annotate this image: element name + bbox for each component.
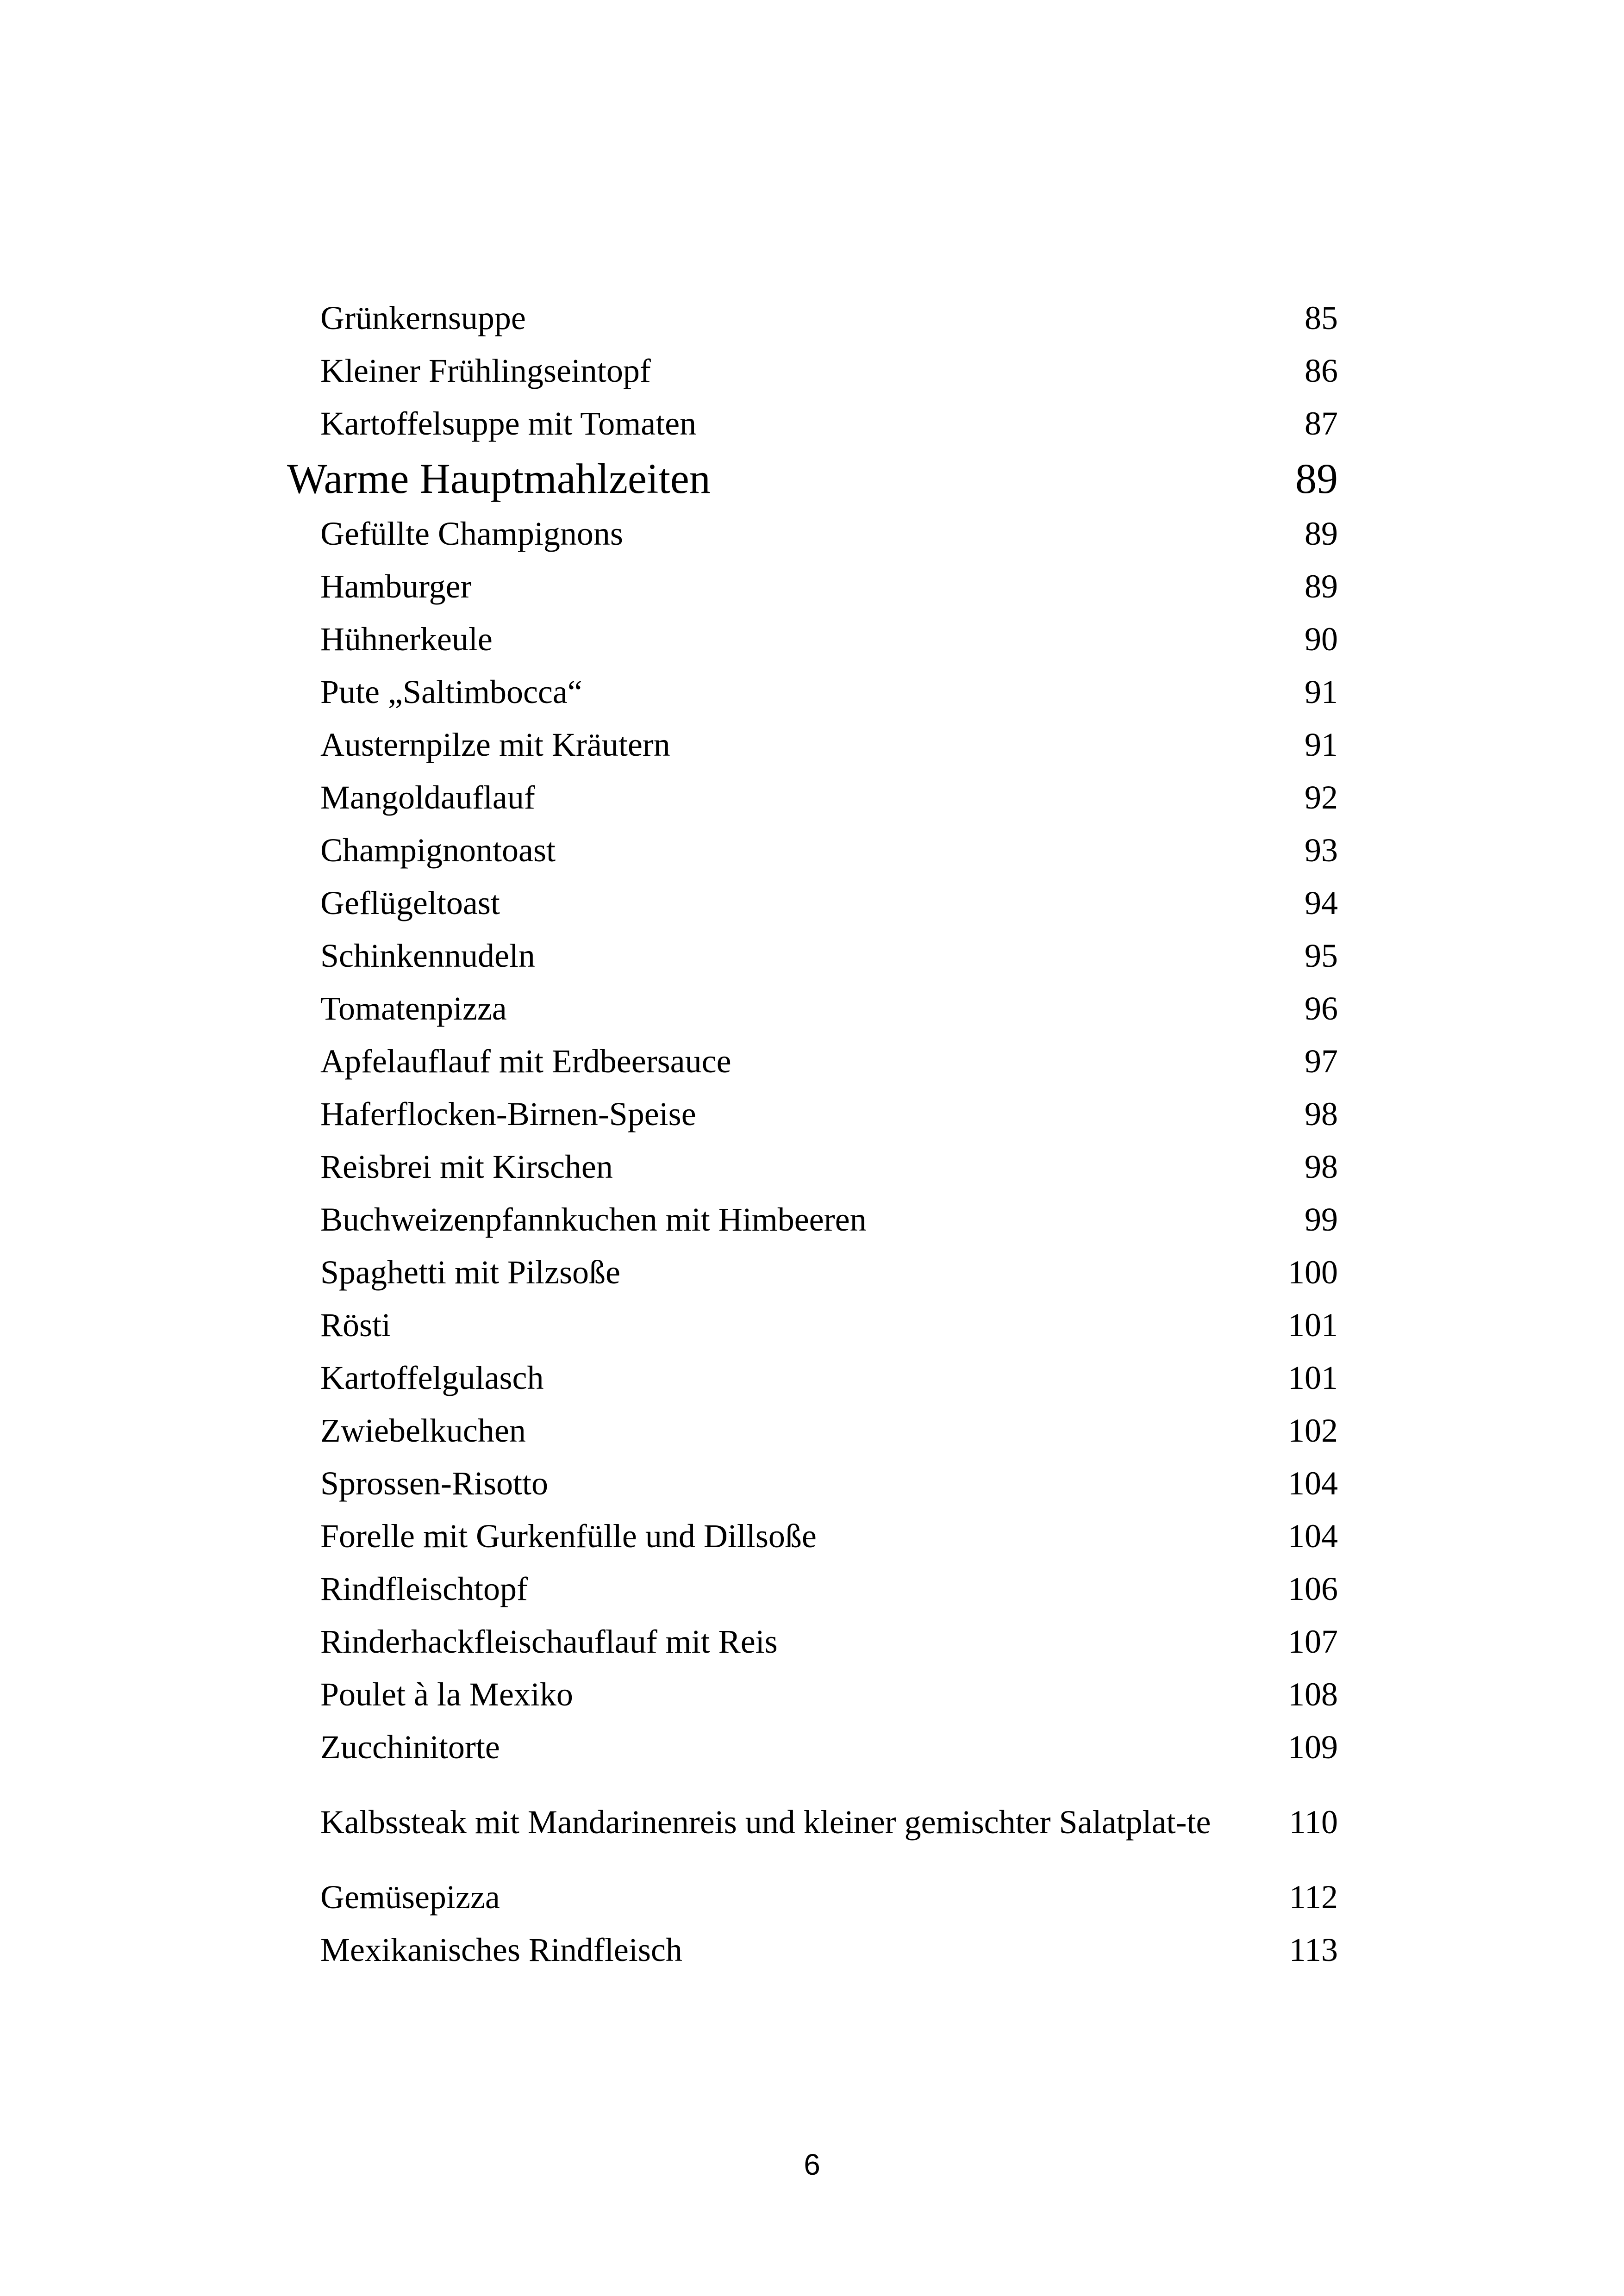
toc-entry: [287, 613, 1338, 666]
toc-entry-page: 97: [1305, 1043, 1338, 1080]
toc-entry-page: 113: [1289, 1931, 1338, 1968]
toc-entry-title: Austernpilze mit Kräutern: [320, 726, 670, 763]
toc-section-title: Warme Hauptmahlzeiten: [287, 455, 711, 502]
toc-entry-title: Kartoffelsuppe mit Tomaten: [320, 405, 697, 442]
toc-entry-page: 91: [1305, 673, 1338, 710]
toc-entry: [287, 1299, 1338, 1351]
page-number: 6: [804, 2148, 820, 2181]
toc-entry: [287, 1193, 1338, 1246]
toc-entry-page: 95: [1305, 937, 1338, 974]
toc-entry: [287, 1721, 1338, 1773]
toc-entry: [287, 1773, 1338, 1871]
toc-entry: [287, 344, 1338, 397]
toc-section-heading: [287, 450, 1338, 507]
toc-entry-title: Hamburger: [320, 568, 472, 605]
toc-entry-page: 107: [1288, 1623, 1338, 1660]
toc-entry: [287, 292, 1338, 344]
toc-entry-page: 104: [1288, 1518, 1338, 1555]
toc-entry-title: Buchweizenpfannkuchen mit Himbeeren: [320, 1201, 867, 1238]
toc-entry: [287, 1351, 1338, 1404]
toc-entry-page: 89: [1305, 515, 1338, 552]
toc-entry-page: 101: [1288, 1359, 1338, 1396]
toc-entry-title: Gefüllte Champignons: [320, 515, 623, 552]
toc-entry: [287, 1923, 1338, 1976]
toc-entry: [287, 560, 1338, 613]
toc-entry: [287, 1510, 1338, 1562]
toc-entry: [287, 1404, 1338, 1457]
toc-entry-title: Forelle mit Gurkenfülle und Dillsoße: [320, 1518, 817, 1555]
toc-entry-page: 93: [1305, 832, 1338, 869]
toc-entry-title: Zucchinitorte: [320, 1729, 500, 1766]
toc-entry: [287, 1668, 1338, 1721]
toc-entry-title: Kartoffelgulasch: [320, 1359, 544, 1396]
toc-entry-page: 98: [1305, 1095, 1338, 1132]
toc-entry-title: Tomatenpizza: [320, 990, 507, 1027]
toc-entry: [287, 824, 1338, 877]
toc-entry-title: Spaghetti mit Pilzsoße: [320, 1254, 620, 1291]
toc-entry-page: 94: [1305, 884, 1338, 921]
toc-section-page: 89: [1295, 455, 1338, 502]
toc-entry-title: Geflügeltoast: [320, 884, 500, 921]
toc-entry-title: Mexikanisches Rindfleisch: [320, 1931, 682, 1968]
toc-entry: [287, 1035, 1338, 1088]
toc-entry-title: Hühnerkeule: [320, 621, 493, 658]
toc-entry-title: Champignontoast: [320, 832, 556, 869]
toc-entry: [287, 507, 1338, 560]
toc-entry-title: Gemüsepizza: [320, 1879, 500, 1916]
toc-entry: [287, 929, 1338, 982]
toc-entry-title: Haferflocken-Birnen-Speise: [320, 1095, 696, 1132]
toc-entry-title: Zwiebelkuchen: [320, 1412, 526, 1449]
toc-entry: [287, 1615, 1338, 1668]
toc-entry-page: 92: [1305, 779, 1338, 816]
toc-entry-page: 87: [1305, 405, 1338, 442]
toc-entry: [287, 666, 1338, 718]
table-of-contents: [287, 292, 1338, 1976]
toc-entry-title: Grünkernsuppe: [320, 299, 526, 336]
toc-entry-title: Rindfleischtopf: [320, 1570, 528, 1607]
toc-entry: [287, 982, 1338, 1035]
toc-entry-page: 109: [1288, 1729, 1338, 1766]
toc-entry-title: Schinkennudeln: [320, 937, 535, 974]
toc-entry-page: 99: [1305, 1201, 1338, 1238]
toc-entry-page: 110: [1289, 1804, 1338, 1841]
toc-entry-page: 85: [1305, 299, 1338, 336]
toc-entry-title: Rösti: [320, 1307, 391, 1344]
toc-entry-title: Reisbrei mit Kirschen: [320, 1148, 613, 1185]
toc-entry: [287, 1246, 1338, 1299]
toc-entry-page: 102: [1288, 1412, 1338, 1449]
toc-entry-title: Kleiner Frühlingseintopf: [320, 352, 651, 389]
toc-entry-page: 101: [1288, 1307, 1338, 1344]
toc-entry-title: Pute „Saltimbocca“: [320, 673, 582, 710]
toc-entry-page: 104: [1288, 1465, 1338, 1502]
toc-entry-page: 96: [1305, 990, 1338, 1027]
toc-entry-page: 106: [1288, 1570, 1338, 1607]
toc-entry-page: 90: [1305, 621, 1338, 658]
toc-entry-page: 91: [1305, 726, 1338, 763]
toc-entry: [287, 1088, 1338, 1140]
toc-entry-page: 100: [1288, 1254, 1338, 1291]
toc-entry-page: 98: [1305, 1148, 1338, 1185]
toc-entry-title: Sprossen-Risotto: [320, 1465, 549, 1502]
toc-entry: [287, 1562, 1338, 1615]
toc-entry: [287, 771, 1338, 824]
toc-entry: [287, 1871, 1338, 1923]
toc-entry-page: 108: [1288, 1676, 1338, 1713]
toc-entry-page: 89: [1305, 568, 1338, 605]
toc-entry-title: Rinderhackfleischauflauf mit Reis: [320, 1623, 778, 1660]
toc-entry-title: Apfelauflauf mit Erdbeersauce: [320, 1043, 731, 1080]
toc-entry: [287, 877, 1338, 929]
toc-entry-page: 112: [1289, 1879, 1338, 1916]
toc-entry-title: Poulet à la Mexiko: [320, 1676, 573, 1713]
toc-entry: [287, 397, 1338, 450]
toc-entry: [287, 718, 1338, 771]
toc-entry: [287, 1457, 1338, 1510]
toc-entry: [287, 1140, 1338, 1193]
toc-entry-page: 86: [1305, 352, 1338, 389]
toc-entry-title: Mangoldauflauf: [320, 779, 535, 816]
toc-entry-title: Kalbssteak mit Mandarinenreis und kleiner gemischter Salatplat-te: [320, 1804, 1211, 1841]
